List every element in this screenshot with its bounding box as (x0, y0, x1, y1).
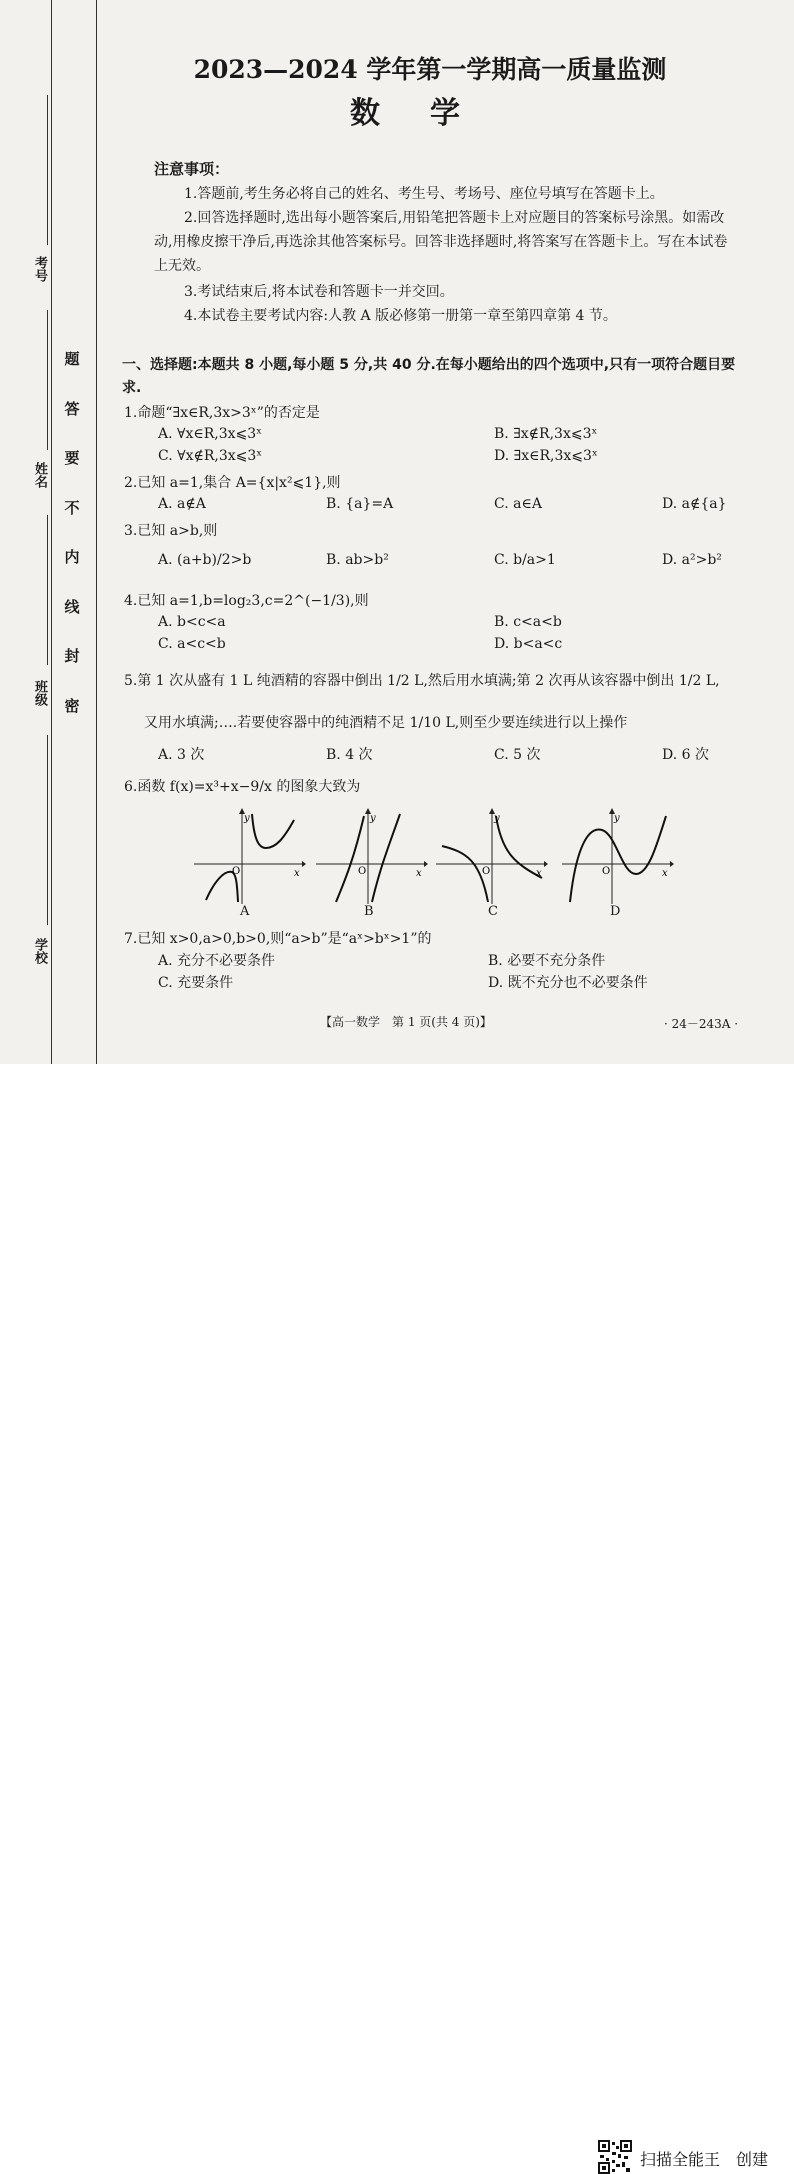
option: B. c<a<b (494, 614, 562, 630)
seal-char: 答 (64, 400, 80, 418)
question-stem: 6.函数 f(x)=x³+x−9/x 的图象大致为 (124, 779, 361, 795)
option: B. 4 次 (326, 747, 373, 763)
graph-label: A (240, 904, 250, 919)
graph-c (436, 808, 548, 904)
question-stem: 5.第 1 次从盛有 1 L 纯酒精的容器中倒出 1/2 L,然后用水填满;第 2 次再从该容器中倒出 1/2 L, (124, 673, 720, 689)
seal-char: 要 (64, 449, 80, 467)
page-footer: 【高一数学 第 1 页(共 4 页)】 (320, 1015, 492, 1029)
axis-label: x (536, 868, 542, 879)
question-stem: 3.已知 a>b,则 (124, 523, 218, 539)
option: A. (a+b)/2>b (158, 552, 252, 568)
seal-char: 不 (64, 499, 80, 517)
qr-code-icon (598, 2140, 632, 2174)
label-banji: 班级 (32, 680, 47, 706)
seal-char: 线 (64, 598, 80, 616)
question-stem: 1.命题“∃x∈R,3x>3ˣ”的否定是 (124, 405, 320, 421)
graph-label: C (488, 904, 498, 919)
option: C. 充要条件 (158, 975, 234, 991)
axis-label: x (416, 868, 422, 879)
axis-label: y (244, 813, 250, 824)
label-kaohao: 考号 (32, 256, 47, 282)
origin-label: O (358, 866, 367, 877)
axis-label: x (662, 868, 668, 879)
option: A. b<c<a (158, 614, 226, 630)
scanner-watermark: 扫描全能王 创建 (640, 2150, 769, 2169)
option: B. ab>b² (326, 552, 389, 568)
option: A. a∉A (158, 496, 206, 512)
seal-char: 题 (64, 350, 80, 368)
seal-char: 密 (64, 697, 80, 715)
option: A. 充分不必要条件 (158, 953, 276, 969)
label-xingming: 姓名 (32, 462, 47, 488)
graph-a (194, 808, 306, 904)
graph-label: B (364, 904, 374, 919)
option: C. a<c<b (158, 636, 226, 652)
option: D. ∃x∈R,3x⩽3ˣ (494, 448, 598, 464)
origin-label: O (482, 866, 491, 877)
xuexiao-blank (47, 735, 48, 925)
graph-b (316, 808, 428, 904)
scanner-bar (0, 1064, 794, 2169)
binding-line-outer (51, 0, 52, 1064)
option: C. a∈A (494, 496, 542, 512)
option: D. a²>b² (662, 552, 722, 568)
subject-title: 数学 (350, 96, 510, 131)
seal-char: 封 (64, 647, 80, 665)
axis-label: y (370, 813, 376, 824)
seal-char: 内 (64, 548, 80, 566)
graph-label: D (610, 904, 621, 919)
label-xuexiao: 学校 (32, 938, 47, 964)
note-item: 3.考试结束后,将本试卷和答题卡一并交回。 (184, 284, 454, 300)
option: A. 3 次 (158, 747, 205, 763)
origin-label: O (232, 866, 241, 877)
option: D. 既不充分也不必要条件 (488, 975, 648, 991)
xingming-blank (47, 310, 48, 450)
note-item: 1.答题前,考生务必将自己的姓名、考生号、考场号、座位号填写在答题卡上。 (184, 186, 664, 202)
option: C. ∀x∉R,3x⩽3ˣ (158, 448, 263, 464)
exam-title: 2023—2024 学年第一学期高一质量监测 (193, 55, 667, 84)
axis-label: x (294, 868, 300, 879)
question-stem-cont: 又用水填满;….若要使容器中的纯酒精不足 1/10 L,则至少要连续进行以上操作 (144, 715, 628, 731)
question-stem: 4.已知 a=1,b=log₂3,c=2^(−1/3),则 (124, 593, 369, 609)
question-stem: 2.已知 a=1,集合 A={x|x²⩽1},则 (124, 475, 341, 491)
question-stem: 7.已知 x>0,a>0,b>0,则“a>b”是“aˣ>bˣ>1”的 (124, 931, 432, 947)
option: D. b<a<c (494, 636, 563, 652)
option: B. 必要不充分条件 (488, 953, 606, 969)
note-item: 4.本试卷主要考试内容:人教 A 版必修第一册第一章至第四章第 4 节。 (184, 308, 617, 324)
graph-d (562, 808, 674, 904)
option: D. a∉{a} (662, 496, 727, 512)
axis-label: y (494, 813, 500, 824)
origin-label: O (602, 866, 611, 877)
note-item: 2.回答选择题时,选出每小题答案后,用铅笔把答题卡上对应题目的答案标号涂黑。如需改动,用橡皮擦干净后,再选涂其他答案标号。回答非选择题时,将答案写在答题卡上。写在本试卷上无效。 (154, 210, 728, 274)
axis-label: y (614, 813, 620, 824)
exam-page (0, 0, 794, 1064)
option: C. 5 次 (494, 747, 541, 763)
banji-blank (47, 515, 48, 665)
kaohao-blank (47, 95, 48, 245)
notes-heading: 注意事项： (154, 160, 230, 178)
option: A. ∀x∈R,3x⩽3ˣ (158, 426, 263, 442)
option: D. 6 次 (662, 747, 709, 763)
binding-line-inner (96, 0, 97, 1064)
option: B. ∃x∉R,3x⩽3ˣ (494, 426, 598, 442)
exam-code: · 24－243A · (664, 1017, 739, 1031)
section-heading: 一、选择题:本题共 8 小题,每小题 5 分,共 40 分.在每小题给出的四个选项中,只有一项符合题目要求. (122, 357, 736, 396)
option: B. {a}=A (326, 496, 394, 512)
option: C. b/a>1 (494, 552, 556, 568)
